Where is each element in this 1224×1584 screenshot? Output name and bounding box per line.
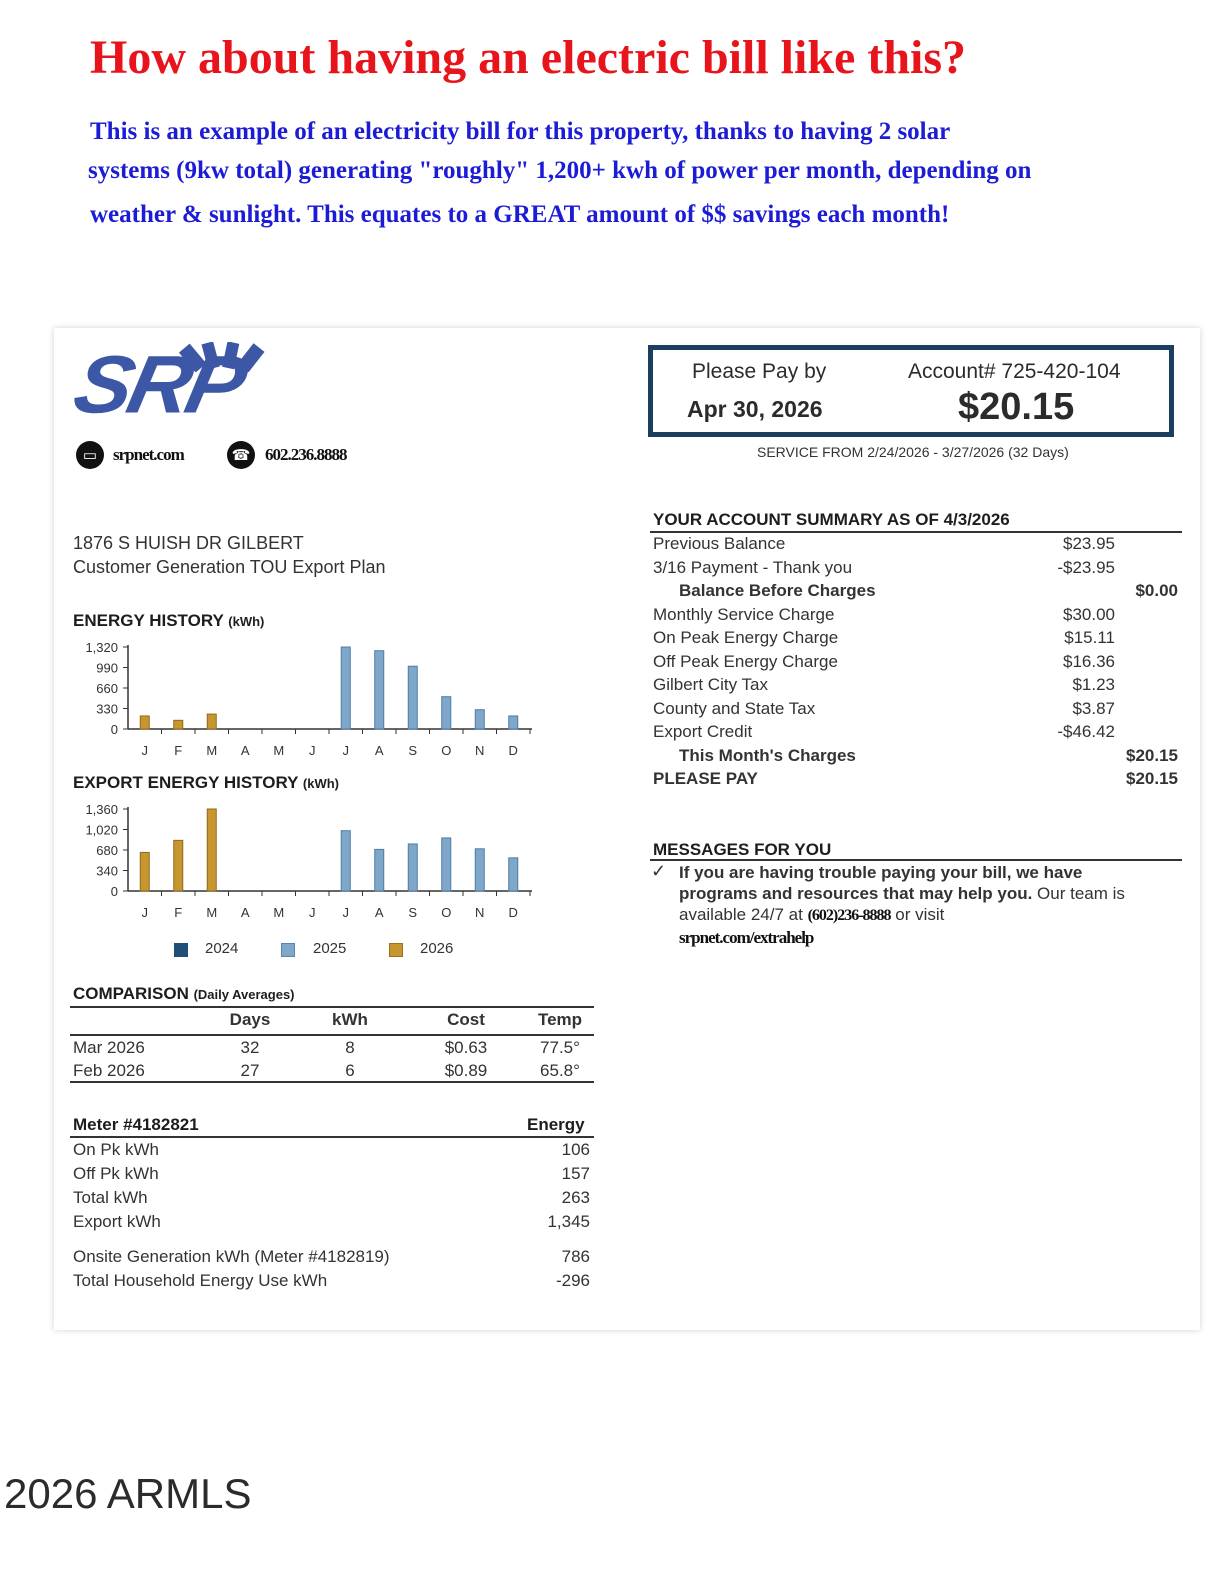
bar-2025	[341, 831, 350, 891]
service-address: 1876 S HUISH DR GILBERT	[73, 533, 304, 553]
message-line-3-text: available 24/7 at	[679, 905, 803, 924]
bar-2026	[140, 852, 149, 891]
intro-line-1: This is an example of an electricity bill for this property, thanks to having 2 solar	[90, 118, 951, 145]
x-tick-label: J	[342, 743, 349, 758]
comparison-header-cell: kWh	[332, 1010, 368, 1029]
summary-row-label: Previous Balance	[653, 534, 786, 553]
meter-row-label: Onsite Generation kWh (Meter #4182819)	[73, 1247, 390, 1266]
energy-history-title-text: ENERGY HISTORY	[73, 611, 224, 630]
summary-row-label: Monthly Service Charge	[653, 604, 835, 624]
x-tick-label: D	[508, 743, 518, 758]
summary-row-label: 3/16 Payment - Thank you	[653, 557, 853, 577]
comparison-cell: 27	[240, 1061, 260, 1080]
summary-row-value: -$46.42	[1057, 722, 1115, 741]
meter-row-value: 157	[561, 1164, 590, 1183]
bar-2025	[509, 716, 518, 729]
y-tick-label: 330	[96, 701, 118, 717]
computer-icon: ▭	[76, 441, 104, 469]
comparison-cell: 32	[240, 1038, 260, 1057]
message-website: srpnet.com/extrahelp	[679, 928, 814, 947]
bar-2025	[442, 838, 451, 891]
account-number: Account# 725-420-104	[908, 360, 1121, 383]
contact-web: srpnet.com	[113, 445, 184, 464]
legend-label-2025: 2025	[313, 940, 347, 957]
summary-row-value: $1.23	[1072, 675, 1115, 694]
comparison-header-cell: Cost	[447, 1010, 485, 1029]
meter-divider	[70, 1136, 594, 1138]
meter-row-value: 106	[561, 1140, 590, 1159]
legend-swatch-2025	[281, 943, 295, 957]
bar-2025	[375, 651, 384, 729]
x-tick-label: A	[374, 905, 384, 920]
intro-line-3: weather & sunlight. This equates to a GREAT amount of $$ savings each month!	[90, 201, 950, 228]
comparison-header-cell: Temp	[537, 1010, 583, 1029]
summary-row-label: Balance Before Charges	[679, 581, 876, 600]
bar-2026	[207, 714, 216, 729]
x-tick-label: J	[309, 905, 316, 920]
bar-2026	[174, 840, 183, 891]
meter-row-label: On Pk kWh	[73, 1140, 159, 1159]
summary-row-total: $0.00	[1135, 581, 1178, 600]
x-tick-label: J	[141, 905, 148, 920]
bar-2026	[174, 720, 183, 729]
x-tick-label: A	[374, 743, 384, 758]
meter-title: Meter #4182821	[73, 1115, 199, 1134]
message-line-2-rest: Our team is	[1032, 884, 1125, 903]
comparison-title-text: COMPARISON	[73, 984, 189, 1003]
comparison-cell: Feb 2026	[73, 1061, 145, 1080]
bar-2026	[140, 716, 149, 729]
meter-row-value: 263	[561, 1188, 590, 1207]
pay-by-label: Please Pay by	[692, 360, 827, 383]
meter-row-label: Total kWh	[73, 1188, 148, 1207]
meter-row-value: 786	[561, 1247, 590, 1266]
comparison-title	[73, 984, 295, 1004]
bar-2025	[475, 849, 484, 891]
messages-title: MESSAGES FOR YOU	[653, 840, 832, 859]
x-tick-label: J	[141, 743, 148, 758]
message-line-3-rest: or visit	[895, 905, 945, 924]
comparison-divider-top	[70, 1006, 594, 1008]
check-icon: ✓	[651, 861, 667, 881]
bar-2025	[442, 697, 451, 729]
x-tick-label: F	[174, 905, 183, 920]
phone-icon: ☎	[227, 441, 255, 469]
comparison-cell: Mar 2026	[73, 1038, 145, 1057]
y-tick-label: 680	[96, 843, 118, 858]
y-tick-label: 340	[96, 863, 118, 879]
legend-swatch-2024	[174, 943, 188, 957]
srp-logo	[66, 339, 346, 431]
legend-label-2026: 2026	[420, 940, 454, 957]
export-history-chart	[60, 796, 550, 924]
summary-row-total: $20.15	[1126, 745, 1178, 765]
summary-row-value: $16.36	[1063, 651, 1115, 671]
comparison-header-divider	[70, 1034, 594, 1036]
headline: How about having an electric bill like this?	[90, 31, 967, 84]
message-phone: (602)236-8888	[807, 907, 891, 924]
due-date: Apr 30, 2026	[687, 396, 823, 422]
summary-row-label: Export Credit	[653, 722, 753, 741]
x-tick-label: M	[273, 743, 285, 758]
summary-row-value: $15.11	[1064, 628, 1115, 647]
meter-row-label: Off Pk kWh	[73, 1164, 159, 1183]
summary-row-label: PLEASE PAY	[653, 769, 758, 788]
x-tick-label: N	[475, 743, 485, 758]
y-tick-label: 990	[96, 660, 118, 676]
amount-due: $20.15	[958, 386, 1075, 428]
summary-row-value: $23.95	[1063, 534, 1115, 553]
x-tick-label: J	[309, 743, 316, 758]
x-tick-label: O	[441, 905, 452, 920]
y-tick-label: 1,320	[85, 640, 118, 655]
pay-box	[648, 345, 1174, 437]
contact-phone: 602.236.8888	[265, 445, 347, 464]
summary-title: YOUR ACCOUNT SUMMARY AS OF 4/3/2026	[653, 510, 1010, 529]
comparison-header-cell: Days	[229, 1010, 271, 1029]
legend-swatch-2026	[389, 943, 403, 957]
x-tick-label: F	[174, 743, 183, 758]
x-tick-label: N	[475, 905, 485, 920]
x-tick-label: S	[408, 743, 418, 758]
comparison-cell: 77.5°	[540, 1038, 580, 1057]
legend-label-2024: 2024	[205, 940, 239, 957]
summary-divider	[650, 531, 1182, 533]
bar-2025	[341, 647, 350, 729]
srp-logo-text: SRP	[66, 339, 251, 431]
intro-line-2: systems (9kw total) generating "roughly" 1,200+ kwh of power per month, depending on	[88, 157, 1032, 184]
message-line-2	[679, 884, 1125, 904]
export-history-title-text: EXPORT ENERGY HISTORY	[73, 773, 299, 792]
y-tick-label: 660	[96, 681, 118, 696]
message-line-3	[679, 905, 944, 925]
x-tick-label: M	[206, 743, 218, 758]
export-history-title	[73, 773, 339, 793]
comparison-cell: $0.89	[444, 1061, 488, 1080]
x-tick-label: S	[408, 905, 418, 920]
meter-col-header: Energy	[527, 1115, 585, 1134]
comparison-cell: 8	[345, 1038, 355, 1057]
summary-row-label: Gilbert City Tax	[653, 675, 768, 694]
x-tick-label: M	[206, 905, 218, 920]
energy-history-chart	[60, 634, 550, 762]
summary-row-total: $20.15	[1126, 769, 1178, 788]
x-tick-label: M	[273, 905, 285, 920]
bar-2025	[408, 666, 417, 729]
summary-row-label: On Peak Energy Charge	[653, 628, 839, 647]
export-history-unit: (kWh)	[302, 776, 339, 791]
rate-plan: Customer Generation TOU Export Plan	[73, 557, 386, 577]
comparison-subtitle: (Daily Averages)	[193, 987, 295, 1002]
y-tick-label: 1,360	[85, 802, 118, 817]
x-tick-label: D	[508, 905, 518, 920]
meter-row-label: Total Household Energy Use kWh	[73, 1271, 328, 1290]
energy-history-unit: (kWh)	[228, 614, 265, 629]
x-tick-label: A	[240, 905, 250, 920]
bar-2025	[408, 844, 417, 891]
meter-row-value: -296	[555, 1271, 590, 1290]
summary-row-label: This Month's Charges	[679, 745, 856, 765]
summary-row-value: $3.87	[1072, 698, 1115, 718]
message-line-2-bold: programs and resources that may help you.	[679, 884, 1033, 903]
summary-row-value: $30.00	[1063, 604, 1115, 624]
service-period: SERVICE FROM 2/24/2026 - 3/27/2026 (32 Days)	[757, 444, 1069, 460]
copyright-footer: 2026 ARMLS	[4, 1470, 252, 1517]
y-tick-label: 0	[110, 722, 118, 737]
comparison-cell: $0.63	[444, 1038, 488, 1057]
message-line-1: If you are having trouble paying your bill, we have	[679, 863, 1083, 882]
x-tick-label: A	[240, 743, 250, 758]
energy-history-title	[73, 611, 264, 631]
meter-row-label: Export kWh	[73, 1212, 161, 1231]
bar-2025	[475, 710, 484, 729]
chart-legend	[174, 940, 474, 960]
x-tick-label: O	[441, 743, 452, 758]
y-tick-label: 1,020	[85, 822, 118, 838]
meter-row-value: 1,345	[547, 1212, 590, 1231]
summary-row-label: Off Peak Energy Charge	[653, 651, 838, 671]
y-tick-label: 0	[110, 884, 118, 899]
comparison-cell: 6	[345, 1061, 355, 1080]
x-tick-label: J	[342, 905, 349, 920]
messages-divider	[650, 859, 1182, 861]
bar-2025	[509, 858, 518, 891]
bar-2025	[375, 849, 384, 891]
summary-row-value: -$23.95	[1057, 557, 1115, 577]
bar-2026	[207, 809, 216, 891]
comparison-divider-bottom	[70, 1081, 594, 1083]
comparison-cell: 65.8°	[540, 1061, 580, 1080]
summary-row-label: County and State Tax	[653, 698, 816, 718]
